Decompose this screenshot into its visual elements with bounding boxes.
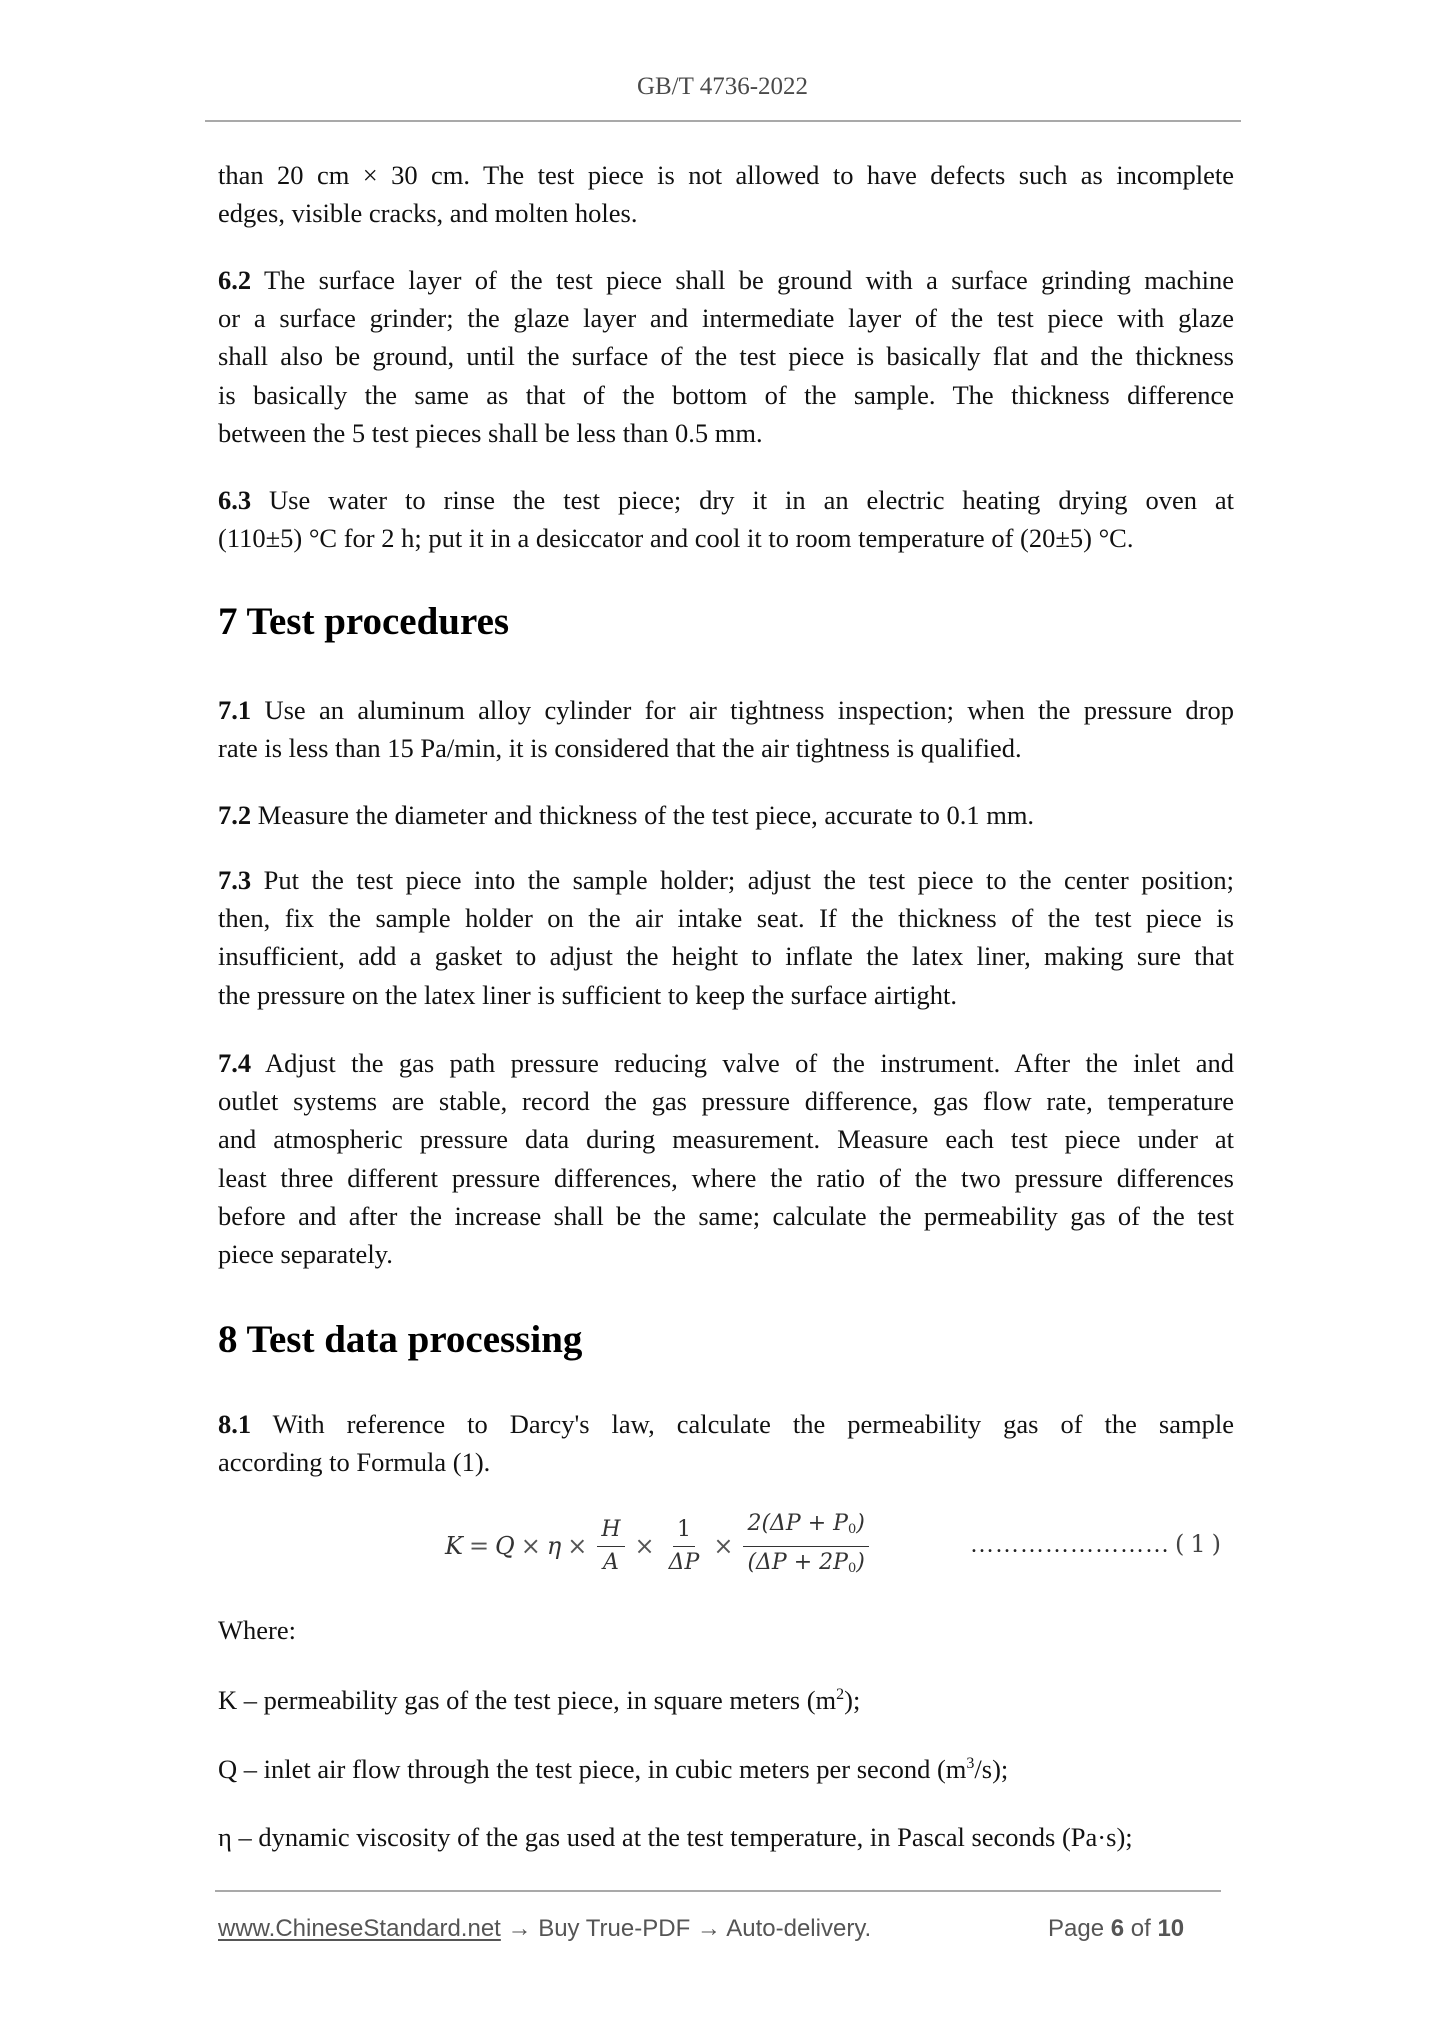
footer-divider <box>215 1890 1221 1892</box>
auto-delivery-text: Auto-delivery. <box>726 1915 872 1942</box>
text-line: shall also be ground, until the surface of the test piece is basically flat and the thickness <box>218 341 1234 372</box>
text-line: than 20 cm × 30 cm. The test piece is not allowed to have defects such as incomplete <box>218 160 1234 190</box>
formula-expression: K = Q × η × $\frac{H}{A}$ × $\frac{1}{\Delta P}$ × $\frac{2(\Delta P + P_0)}{(\Delta P + 2P_0)}$ <box>445 1510 873 1582</box>
current-page: 6 <box>1110 1915 1125 1942</box>
text-line: rate is less than 15 Pa/min, it is considered that the air tightness is qualified. <box>218 733 1022 764</box>
text-line: 7.2 Measure the diameter and thickness of the test piece, accurate to 0.1 mm. <box>218 800 1035 830</box>
text-line: is basically the same as that of the bottom of the sample. The thickness difference <box>218 379 1234 410</box>
text-line: or a surface grinder; the glaze layer and intermediate layer of the test piece with glaze <box>218 303 1234 334</box>
buy-true-pdf-text: Buy True-PDF <box>538 1915 691 1942</box>
text-line: 7.4 Adjust the gas path pressure reducing valve of the instrument. After the inlet and <box>218 1048 1234 1078</box>
formula-1 <box>445 1510 1235 1582</box>
text-line: 8.1 With reference to Darcy's law, calculate the permeability gas of the sample <box>218 1409 1234 1439</box>
clause-number: 7.2 <box>218 800 252 830</box>
paragraph-7-4 <box>218 1044 1234 1273</box>
definition-k <box>218 1681 1234 1719</box>
text-line: 6.2 The surface layer of the test piece shall be ground with a surface grinding machine <box>218 265 1234 295</box>
equation-number: (1) <box>1175 1530 1227 1558</box>
clause-number: 7.4 <box>218 1048 252 1078</box>
text-line: the pressure on the latex liner is sufficient to keep the surface airtight. <box>218 979 958 1010</box>
paragraph-6-1-continuation <box>218 156 1234 232</box>
text-line: then, fix the sample holder on the air intake seat. If the thickness of the test piece is <box>218 903 1234 934</box>
text-line: Where: <box>218 1615 296 1645</box>
text-line: 7.3 Put the test piece into the sample holder; adjust the test piece to the center position; <box>218 865 1234 895</box>
website-link[interactable]: www.ChineseStandard.net <box>218 1915 501 1942</box>
definition-q <box>218 1750 1234 1788</box>
paragraph-7-2 <box>218 796 1234 834</box>
text-line: least three different pressure differences, where the ratio of the two pressure differences <box>218 1162 1234 1193</box>
text-line: piece separately. <box>218 1238 393 1269</box>
clause-number: 6.2 <box>218 265 252 295</box>
section-heading-8: 8 Test data processing <box>218 1318 583 1361</box>
definition-eta <box>218 1818 1234 1856</box>
paragraph-6-3 <box>218 481 1234 557</box>
fraction-h-over-a: $\frac{H}{A}$ <box>597 1516 624 1577</box>
arrow-right-icon: → <box>690 1915 727 1942</box>
text-line: before and after the increase shall be the same; calculate the permeability gas of the test <box>218 1200 1234 1231</box>
paragraph-6-2 <box>218 261 1234 452</box>
clause-number: 6.3 <box>218 485 252 515</box>
page-indicator: Page 6 of 10 <box>1048 1915 1185 1942</box>
text-line: insufficient, add a gasket to adjust the height to inflate the latex liner, making sure that <box>218 941 1234 972</box>
text-line: according to Formula (1). <box>218 1447 491 1478</box>
paragraph-7-1 <box>218 691 1234 767</box>
text-line: 6.3 Use water to rinse the test piece; dry it in an electric heating drying oven at <box>218 485 1234 515</box>
paragraph-8-1 <box>218 1405 1234 1481</box>
text-line: edges, visible cracks, and molten holes. <box>218 198 638 229</box>
arrow-right-icon: → <box>500 1915 539 1942</box>
total-pages: 10 <box>1157 1915 1185 1942</box>
text-line: and atmospheric pressure data during measurement. Measure each test piece under at <box>218 1124 1234 1155</box>
section-heading-7: 7 Test procedures <box>218 600 510 643</box>
clause-number: 7.3 <box>218 865 252 895</box>
header-divider <box>205 120 1241 122</box>
paragraph-7-3 <box>218 861 1234 1014</box>
definition-line: K – permeability gas of the test piece, in square meters $(m^2)$; <box>218 1685 861 1715</box>
dot-leader: …………………… <box>970 1532 1170 1558</box>
clause-number: 7.1 <box>218 695 252 725</box>
footer <box>218 1913 1218 1945</box>
fraction-one-over-delta-p: $\frac{1}{\Delta P}$ <box>668 1516 700 1575</box>
fraction-pressure-ratio: $\frac{2(\Delta P + P_0)}{(\Delta P + 2P_0)}$ <box>743 1510 868 1583</box>
definition-line: η – dynamic viscosity of the gas used at the test temperature, in Pascal seconds (Pa·s); <box>218 1822 1133 1852</box>
header-standard-number: GB/T 4736-2022 <box>636 73 809 100</box>
where-label <box>218 1611 1234 1649</box>
definition-line: Q – inlet air flow through the test piece, in cubic meters per second $(m^3/s)$; <box>218 1754 1009 1784</box>
text-line: 7.1 Use an aluminum alloy cylinder for air tightness inspection; when the pressure drop <box>218 695 1234 725</box>
clause-number: 8.1 <box>218 1409 252 1439</box>
text-line: between the 5 test pieces shall be less than 0.5 mm. <box>218 417 763 448</box>
text-line: (110±5) °C for 2 h; put it in a desiccator and cool it to room temperature of (20±5) °C. <box>218 523 1134 554</box>
text-line: outlet systems are stable, record the gas pressure difference, gas flow rate, temperature <box>218 1086 1234 1117</box>
